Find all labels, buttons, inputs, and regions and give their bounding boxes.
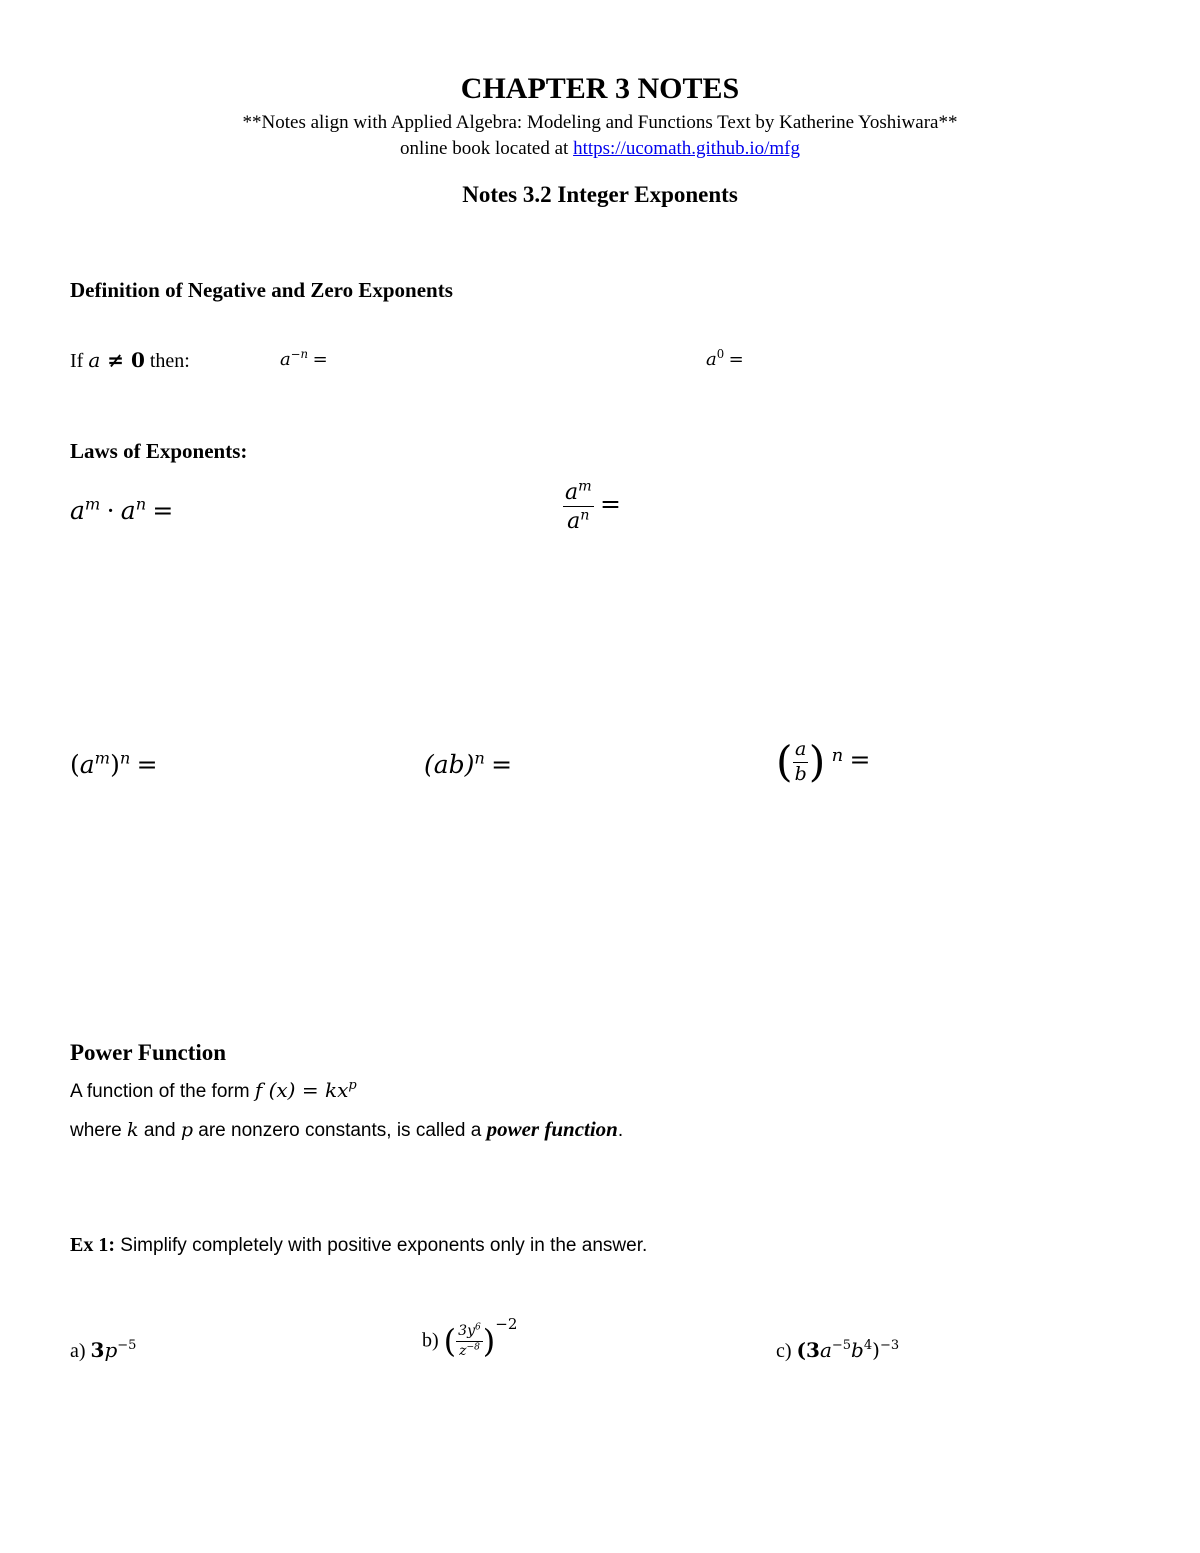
- period: .: [617, 1120, 624, 1141]
- part-c-open: (3: [796, 1338, 820, 1362]
- pq-open-paren: (: [776, 738, 793, 787]
- pq-equals: =: [849, 745, 871, 775]
- and-text: and: [138, 1120, 181, 1141]
- neg-exp: −n: [290, 346, 309, 361]
- part-b-label: b): [422, 1329, 444, 1352]
- power-of-quotient-rule: [776, 738, 870, 787]
- example-instruction-text: Simplify completely with positive exponents only in the answer.: [115, 1235, 648, 1256]
- if-text: If: [70, 350, 89, 372]
- zero-base: a: [706, 349, 717, 370]
- zero-exponent-expr: [706, 346, 744, 370]
- pp-base: a: [79, 750, 95, 779]
- product-exp-n: n: [135, 494, 147, 514]
- var-k: k: [127, 1119, 139, 1141]
- pq-exp: n: [831, 745, 844, 767]
- product-equals: =: [152, 496, 174, 525]
- definition-heading: Definition of Negative and Zero Exponents: [70, 278, 453, 302]
- pp-open: (: [70, 750, 80, 779]
- power-of-product-rule: [424, 750, 512, 780]
- part-b-exp: −2: [495, 1315, 518, 1334]
- part-c-b-exp: 4: [863, 1338, 873, 1354]
- part-a-coef: 3: [90, 1338, 105, 1362]
- pq-fraction: [793, 740, 809, 785]
- power-function-line-1: [70, 1078, 357, 1103]
- part-a-var: p: [104, 1338, 118, 1362]
- pp-outer-exp: n: [119, 748, 131, 768]
- quotient-den-base: a: [567, 509, 581, 535]
- power-of-power-rule: [70, 750, 158, 780]
- quotient-num-base: a: [565, 480, 579, 505]
- ppr-equals: =: [491, 750, 513, 779]
- neq-zero: ≠ 0: [100, 348, 145, 372]
- part-a-exp: −5: [117, 1338, 137, 1354]
- power-formula-exp: p: [348, 1078, 357, 1094]
- book-url-link[interactable]: https://ucomath.github.io/mfg: [573, 138, 800, 159]
- product-base-1: a: [70, 496, 85, 525]
- pp-equals: =: [136, 750, 158, 779]
- neg-base: a: [280, 349, 291, 370]
- pq-den: b: [794, 763, 807, 785]
- chapter-title: CHAPTER 3 NOTES: [460, 72, 740, 105]
- zero-equals: =: [728, 349, 744, 370]
- quotient-num-exp: m: [578, 478, 592, 495]
- form-text: A function of the form: [70, 1081, 255, 1102]
- var-a: a: [88, 348, 101, 372]
- pp-inner-exp: m: [94, 748, 111, 768]
- negative-exponent-expr: [280, 346, 328, 370]
- ppr-exp: n: [474, 748, 485, 768]
- pq-close-paren: ): [808, 738, 826, 787]
- example-part-b: [422, 1315, 518, 1360]
- pp-close: ): [110, 750, 120, 779]
- part-b-den: $z^{-8}$: [459, 1342, 480, 1359]
- part-a-label: a): [70, 1340, 91, 1362]
- product-dot: ·: [106, 496, 115, 525]
- neg-equals: =: [312, 349, 328, 370]
- part-b-den-exp: −8: [466, 1342, 480, 1353]
- part-c-label: c): [776, 1340, 797, 1362]
- part-c-a: a: [819, 1338, 832, 1362]
- part-c-a-exp: −5: [831, 1338, 852, 1354]
- part-b-fraction: [456, 1324, 483, 1358]
- quotient-rule: [563, 480, 621, 533]
- quotient-equals: =: [599, 489, 621, 519]
- example-1-instruction: [70, 1234, 647, 1257]
- example-part-c: [776, 1338, 899, 1363]
- online-book-line: [0, 138, 1200, 160]
- product-rule: [70, 496, 173, 526]
- pq-num: a: [793, 740, 808, 763]
- online-book-prefix: online book located at: [400, 138, 574, 159]
- power-function-term: power function: [486, 1117, 618, 1141]
- section-title: Notes 3.2 Integer Exponents: [462, 182, 738, 207]
- part-c-exp: −3: [879, 1338, 900, 1354]
- power-function-heading: Power Function: [70, 1040, 227, 1065]
- zero-exp: 0: [716, 346, 725, 361]
- quotient-fraction: [563, 480, 594, 533]
- part-c-close: ): [872, 1338, 880, 1362]
- part-b-open-paren: (: [443, 1322, 457, 1360]
- then-text: then:: [144, 350, 190, 372]
- part-b-num-exp: 6: [474, 1322, 481, 1333]
- example-label: Ex 1:: [70, 1234, 115, 1256]
- power-formula: f (x) = kx: [254, 1078, 349, 1102]
- constants-text: are nonzero constants, is called a: [192, 1120, 487, 1141]
- product-exp-m: m: [84, 494, 101, 514]
- subtitle: **Notes align with Applied Algebra: Modeling and Functions Text by Katherine Yoshiwara**: [242, 112, 958, 133]
- part-b-close-paren: ): [482, 1322, 496, 1360]
- example-part-a: [70, 1338, 136, 1363]
- ppr-expr: (ab): [424, 750, 475, 779]
- laws-heading: Laws of Exponents:: [70, 439, 248, 463]
- power-function-line-2: [70, 1117, 623, 1142]
- part-c-b: b: [851, 1338, 864, 1362]
- where-text: where: [70, 1120, 128, 1141]
- var-p: p: [180, 1119, 193, 1141]
- definition-condition: [70, 348, 190, 373]
- part-b-num: $3y^6$: [456, 1324, 483, 1342]
- quotient-den-exp: n: [580, 507, 590, 524]
- product-base-2: a: [120, 496, 136, 525]
